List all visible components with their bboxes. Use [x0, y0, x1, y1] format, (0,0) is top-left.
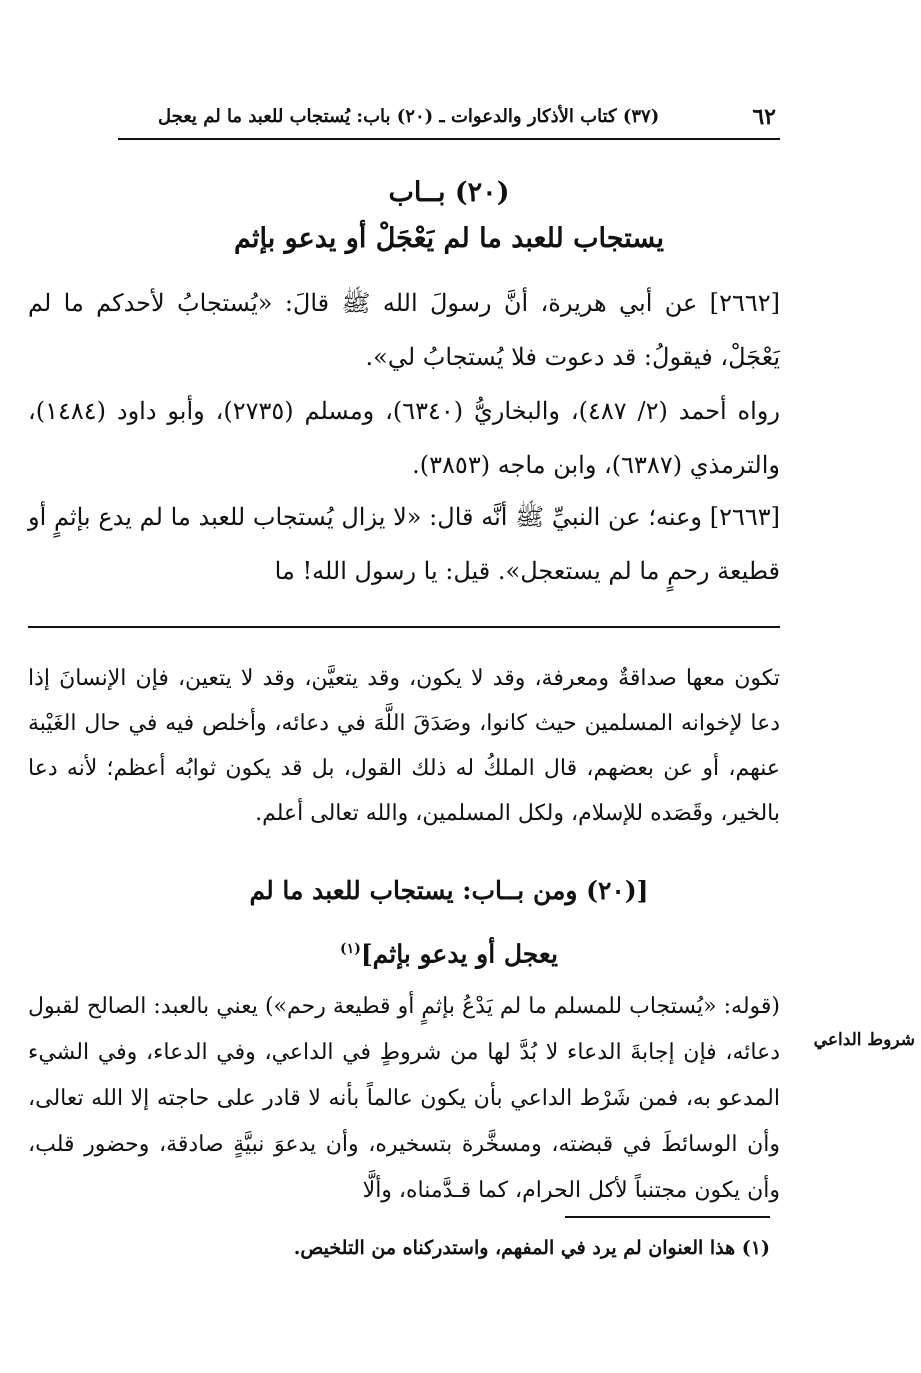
header-rule	[118, 138, 780, 140]
section-heading-text: يعجل أو يدعو بإثم]	[360, 939, 558, 969]
commentary-separator	[28, 626, 780, 628]
footnote-rule	[565, 1216, 770, 1218]
commentary-paragraph: تكون معها صداقةٌ ومعرفة، وقد لا يكون، وقد يتعيَّن، وقد لا يتعين، فإن الإنسانَ إذا دعا لإخوانه المسلمين حيث كانوا، وصَدَقَ اللَّهَ في دعائه، وأخلص فيه في حال الغَيْبة عنهم، أو عن بعضهم، قال الملكُ له ذلك القول، بل قد يكون ثوابُه أعظم؛ لأنه دعا بالخير، وقَصَده للإسلام، ولكل المسلمين، والله تعالى أعلم.	[28, 666, 780, 826]
chapter-number: (٢٠) بــاب	[388, 177, 510, 208]
hadith-sources: رواه أحمد (٢/ ٤٨٧)، والبخاريُّ (٦٣٤٠)، ومسلم (٢٧٣٥)، وأبو داود (١٤٨٤)، والترمذي (٦٣٨٧)، وابن ماجه (٣٨٥٣).	[28, 397, 780, 479]
running-title: (٣٧) كتاب الأذكار والدعوات ـ (٢٠) باب: يُستجاب للعبد ما لم يعجل	[158, 106, 660, 127]
margin-note: شروط الداعي	[813, 1030, 915, 1050]
hadith-2663: [٢٦٦٣] وعنه؛ عن النبيِّ ﷺ أنَّه قال: «لا يزال يُستجاب للعبد ما لم يدع بإثمٍ أو قطيعة رحمٍ ما لم يستعجل». قيل: يا رسول الله! ما	[28, 503, 780, 585]
chapter-title: يستجاب للعبد ما لم يَعْجَلْ أو يدعو بإثم	[234, 223, 664, 254]
chapter-heading	[118, 172, 780, 264]
hadith-2662: [٢٦٦٢] عن أبي هريرة، أنَّ رسولَ الله ﷺ قالَ: «يُستجابُ لأحدكم ما لم يَعْجَلْ، فيقولُ: قد دعوت فلا يُستجابُ لي».	[28, 289, 780, 371]
commentary-section-heading	[118, 862, 780, 983]
footnote-reference[interactable]: (١)	[340, 941, 361, 957]
page-number: ٦٢	[752, 104, 776, 130]
commentary-paragraph: (قوله: «يُستجاب للمسلم ما لم يَدْعُ بإثمٍ أو قطيعة رحم») يعني بالعبد: الصالح لقبول دعائه، فإن إجابةَ الدعاء لا بُدَّ لها من شروطٍ في الداعي، وفي الدعاء، وفي الشيء المدعو به، فمن شَرْط الداعي بأن يكون عالماً بأنه لا قادر على حاجته إلا الله تعالى، وأن الوسائطَ في قبضته، ومسخَّرة بتسخيره، وأن يدعوَ نبيَّةٍ صادقة، وحضور قلب، وأن يكون مجتنباً لأكل الحرام، كما قـدَّمناه، وألَّا	[28, 994, 780, 1203]
section-heading-line-2	[118, 920, 780, 983]
footnote: (١) هذا العنوان لم يرد في المفهم، واستدركناه من التلخيص.	[293, 1237, 770, 1259]
running-header	[118, 104, 780, 138]
section-heading-line-1: [(٢٠) ومن بــاب: يستجاب للعبد ما لم	[249, 876, 649, 905]
